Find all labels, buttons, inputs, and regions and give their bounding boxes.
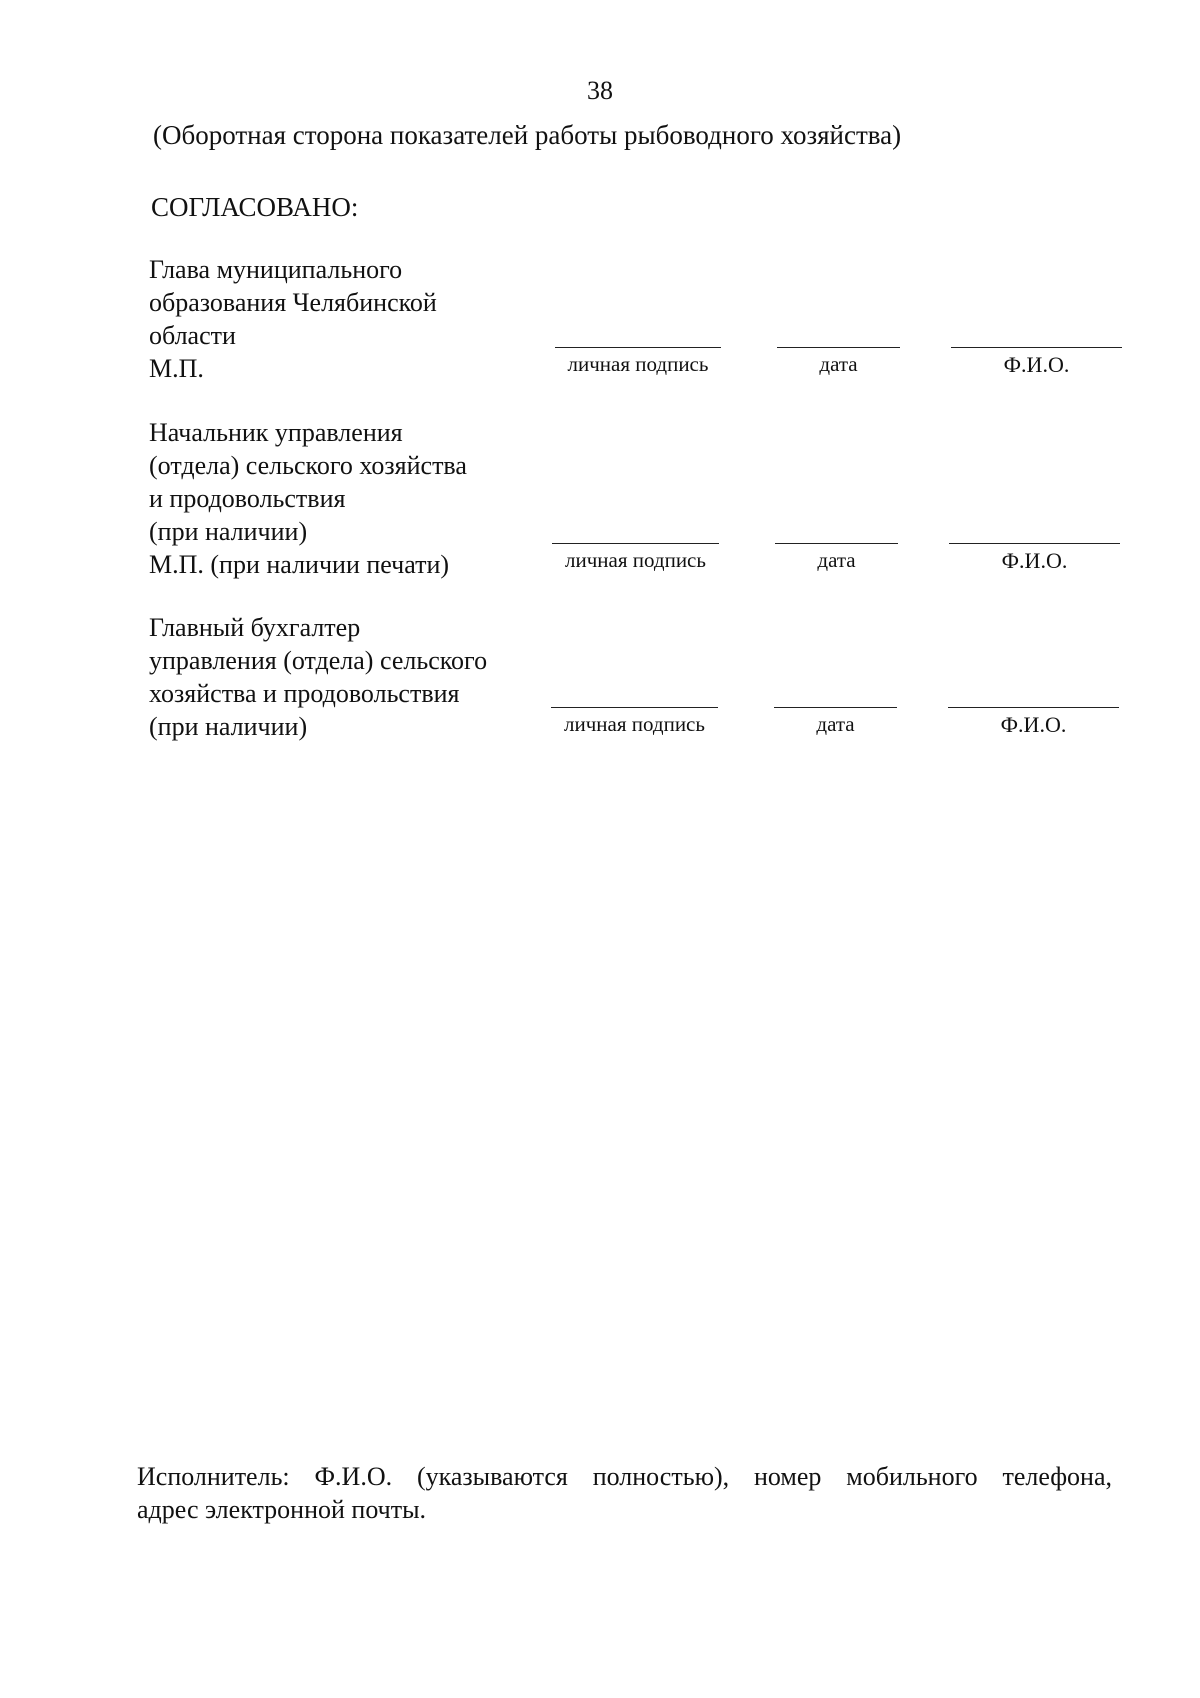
stamp-place-label: М.П.	[149, 354, 204, 383]
name-caption: Ф.И.О.	[1001, 548, 1068, 573]
approved-heading: СОГЛАСОВАНО:	[151, 192, 359, 222]
signature-caption: личная подпись	[565, 548, 706, 572]
signature-line	[552, 543, 719, 544]
signatory-title-line: хозяйства и продовольствия	[149, 679, 460, 708]
signatory-title-line: и продовольствия	[149, 484, 346, 513]
signature-line	[555, 347, 721, 348]
name-line	[951, 347, 1122, 348]
signatory-title-line: Главный бухгалтер	[149, 613, 361, 642]
executor-note-line: Исполнитель: Ф.И.О. (указываются полностью), номер мобильного телефона,	[137, 1462, 1112, 1491]
signatory-title-line: управления (отдела) сельского	[149, 646, 488, 675]
signatory-title-line: области	[149, 321, 236, 350]
signatory-block-head-of-agriculture-department	[149, 416, 467, 581]
name-line	[949, 543, 1120, 544]
date-line	[775, 543, 898, 544]
signature-caption: личная подпись	[567, 352, 709, 376]
signatory-title-line: Глава муниципального	[149, 255, 403, 284]
signature-line	[551, 707, 718, 708]
signatory-title-line: (при наличии)	[149, 517, 308, 546]
executor-note	[137, 1460, 1112, 1526]
page-subtitle: (Оборотная сторона показателей работы рыбоводного хозяйства)	[153, 120, 902, 150]
stamp-place-label: М.П. (при наличии печати)	[149, 550, 450, 579]
name-line	[948, 707, 1119, 708]
date-line	[777, 347, 900, 348]
name-caption: Ф.И.О.	[1000, 712, 1067, 737]
date-caption: дата	[817, 548, 856, 572]
page-number: 38	[587, 76, 613, 105]
date-line	[774, 707, 897, 708]
signatory-title-line: (при наличии)	[149, 712, 308, 741]
signatory-title-line: образования Челябинской	[149, 288, 437, 317]
name-caption: Ф.И.О.	[1003, 352, 1070, 377]
signatory-block-chief-accountant	[149, 611, 487, 743]
date-caption: дата	[819, 352, 858, 376]
signature-caption: личная подпись	[564, 712, 705, 736]
date-caption: дата	[816, 712, 855, 736]
executor-note-line: адрес электронной почты.	[137, 1495, 427, 1524]
signatory-title-line: Начальник управления	[149, 418, 403, 447]
signatory-block-head-of-municipality	[149, 253, 437, 385]
signatory-title-line: (отдела) сельского хозяйства	[149, 451, 467, 480]
